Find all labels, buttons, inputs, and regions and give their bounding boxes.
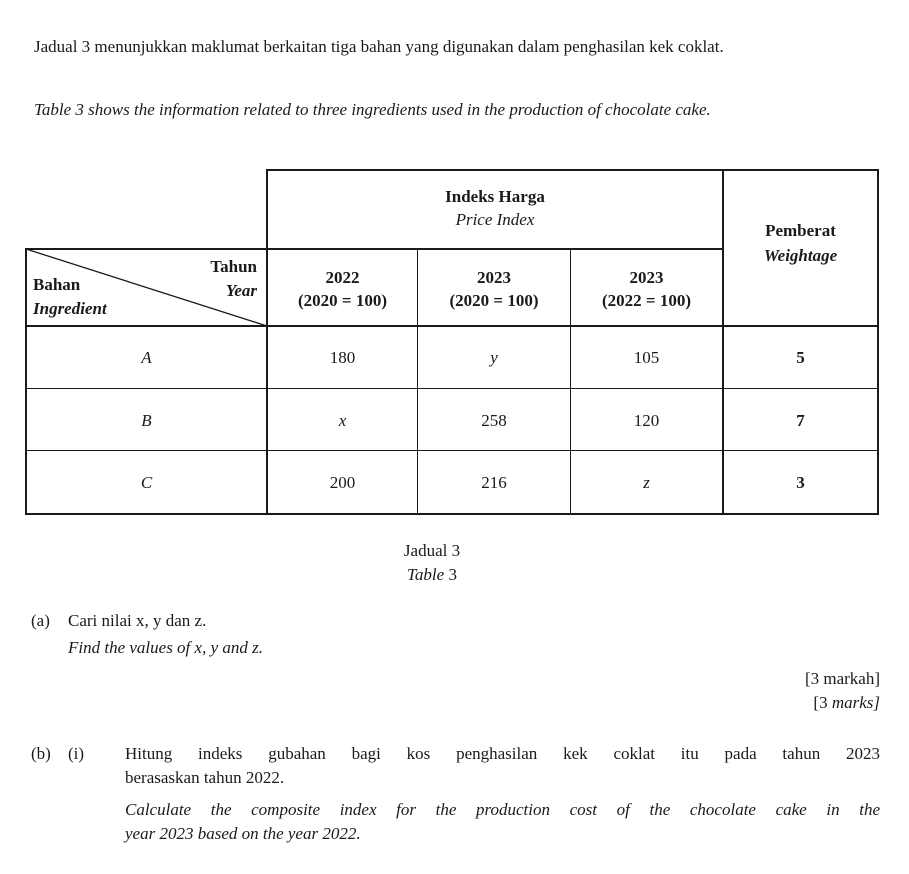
row-c-weight: 3 [796, 473, 805, 492]
row-b-c2: 258 [481, 411, 507, 430]
col2-year: 2023 [477, 268, 511, 287]
row-a-c2: y [490, 348, 498, 367]
row-b-c3: 120 [633, 411, 660, 430]
header-price-index-en: Price Index [455, 210, 535, 229]
question-b-sub-label: (i) [68, 744, 85, 763]
header-weightage-en: Weightage [763, 246, 838, 265]
row-c-c3: z [643, 473, 650, 492]
question-b-label: (b) [31, 744, 51, 763]
price-index-table [25, 169, 879, 515]
table-caption-en-num: 3 [448, 565, 457, 584]
table-caption-en-word: Table [407, 565, 445, 584]
question-b-malay-line2: berasaskan tahun 2022. [125, 768, 285, 787]
question-b-english-line2: year 2023 based on the year 2022. [125, 824, 361, 843]
row-c-c1: 200 [329, 473, 356, 492]
question-a-marks-en [813, 692, 880, 713]
col1-base: (2020 = 100) [297, 291, 387, 310]
question-a-malay: Cari nilai x, y dan z. [68, 611, 207, 630]
col3-year: 2023 [629, 268, 664, 287]
row-b-ingredient: B [141, 411, 152, 430]
question-a-english: Find the values of x, y and z. [68, 638, 263, 657]
header-weightage-ms: Pemberat [765, 221, 836, 240]
question-a-marks-en-num: [3 [813, 693, 828, 712]
col2-base: (2020 = 100) [449, 291, 539, 310]
corner-year: Year [225, 281, 257, 300]
row-a-c3: 105 [633, 348, 660, 367]
table-caption-ms: Jadual 3 [403, 541, 461, 560]
row-a-ingredient: A [141, 348, 152, 367]
row-a-weight: 5 [796, 348, 805, 367]
row-b-weight: 7 [796, 411, 805, 430]
header-price-index-ms: Indeks Harga [445, 187, 545, 206]
col1-year: 2022 [325, 268, 360, 287]
col3-base: (2022 = 100) [601, 291, 691, 310]
intro-malay: Jadual 3 menunjukkan maklumat berkaitan tiga bahan yang digunakan dalam penghasilan kek coklat. [34, 37, 724, 56]
corner-ingredient: Ingredient [33, 299, 107, 318]
question-a-marks-ms: [3 markah] [804, 669, 880, 688]
corner-bahan: Bahan [33, 275, 81, 294]
question-b-malay-line1: Hitung indeks gubahan bagi kos penghasilan kek coklat itu pada tahun 2023 [125, 744, 880, 763]
row-c-ingredient: C [140, 473, 153, 492]
question-b-english-line1: Calculate the composite index for the production cost of the chocolate cake in the [125, 800, 880, 819]
intro-english: Table 3 shows the information related to three ingredients used in the production of chocolate cake. [34, 100, 711, 119]
question-a-label: (a) [31, 611, 50, 630]
table-caption-en [332, 564, 532, 585]
row-b-c1: x [338, 411, 347, 430]
corner-tahun: Tahun [210, 257, 257, 276]
row-a-c1: 180 [329, 348, 356, 367]
row-c-c2: 216 [481, 473, 507, 492]
question-a-marks-en-word: marks] [831, 693, 880, 712]
